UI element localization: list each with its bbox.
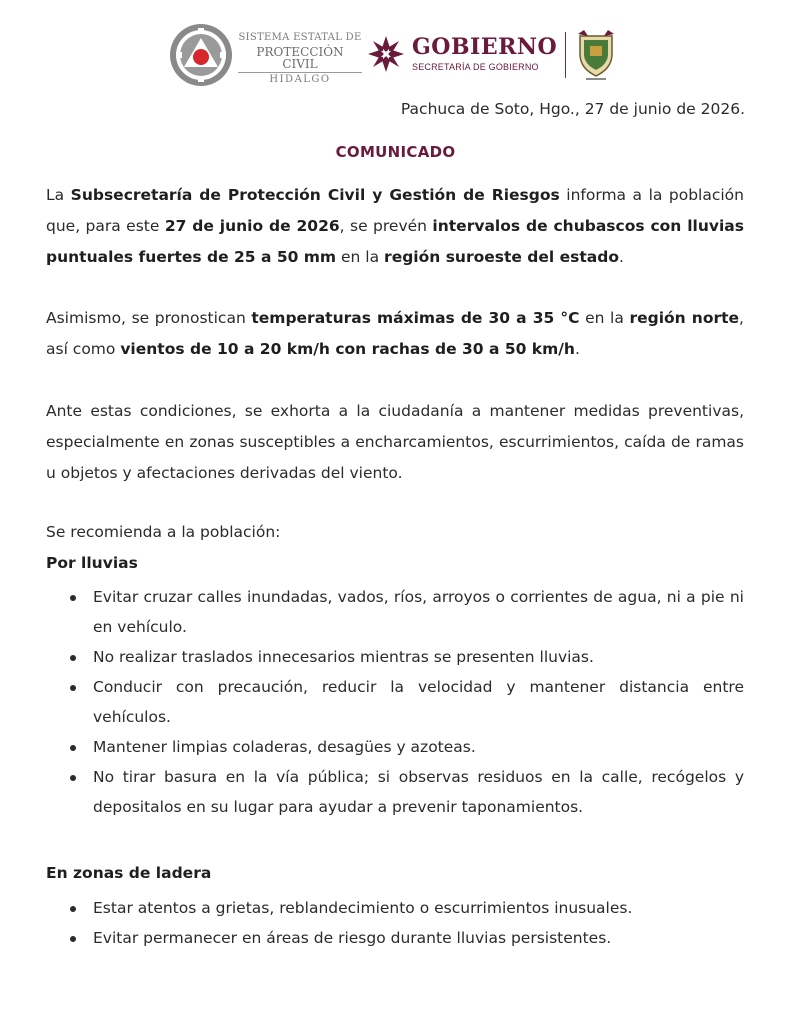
list-item-text: Evitar permanecer en áreas de riesgo durante lluvias persistentes. xyxy=(93,929,612,947)
pc-line3: HIDALGO xyxy=(269,74,331,85)
bullet-icon xyxy=(70,655,76,661)
paragraph-forecast-rain xyxy=(46,180,744,273)
header-divider xyxy=(565,32,566,78)
list-item-text: No tirar basura en la vía pública; si observas residuos en la calle, recógelos y depositalos en su lugar para ayudar a prevenir taponamientos. xyxy=(93,768,744,816)
list-item-text: Mantener limpias coladeras, desagües y azoteas. xyxy=(93,738,476,756)
bullet-icon xyxy=(70,595,76,601)
list-item xyxy=(46,642,744,672)
bullet-icon xyxy=(70,906,76,912)
bullet-icon xyxy=(70,745,76,751)
list-item xyxy=(46,762,744,822)
p1-bold: 27 de junio de 2026 xyxy=(164,217,340,235)
p2-text: Asimismo, se pronostican xyxy=(46,309,252,327)
p1-text: , se prevén xyxy=(339,217,433,235)
list-item-text: Conducir con precaución, reducir la velocidad y mantener distancia entre vehículos. xyxy=(93,678,744,726)
list-item xyxy=(46,923,744,953)
page-title: COMUNICADO xyxy=(335,143,456,161)
gobierno-wordmark xyxy=(412,36,557,72)
paragraph-exhortation: Ante estas condiciones, se exhorta a la ciudadanía a mantener medidas preventivas, especialmente en zonas susceptibles a encharcamientos, escurrimientos, caída de ramas u objetos y afectaciones derivadas del viento. xyxy=(46,402,744,482)
proteccion-civil-logo xyxy=(168,22,234,88)
p1-text: La xyxy=(46,186,71,204)
slope-recommendations-list xyxy=(46,893,744,953)
p2-bold: vientos de 10 a 20 km/h con rachas de 30 a 50 km/h xyxy=(120,340,575,358)
p2-text: en la xyxy=(579,309,630,327)
list-item xyxy=(46,732,744,762)
bullet-icon xyxy=(70,936,76,942)
paragraph-forecast-temperature xyxy=(46,303,744,365)
pc-line1: SISTEMA ESTATAL DE xyxy=(238,32,362,43)
p1-bold: intervalos de chubascos con lluvias puntuales fuertes de 25 a 50 mm xyxy=(46,217,744,266)
section-heading-slope: En zonas de ladera xyxy=(46,864,212,882)
p2-bold: región norte xyxy=(629,309,740,327)
list-item-text: Evitar cruzar calles inundadas, vados, ríos, arroyos o corrientes de agua, ni a pie ni en vehículo. xyxy=(93,588,744,636)
gobierno-title: GOBIERNO xyxy=(412,34,558,60)
p1-text: . xyxy=(618,248,624,266)
bullet-icon xyxy=(70,685,76,691)
list-item-text: No realizar traslados innecesarios mientras se presenten lluvias. xyxy=(93,648,594,666)
section-heading-rain: Por lluvias xyxy=(46,554,138,572)
p1-text: informa a la población que, para este xyxy=(46,186,744,235)
gobierno-flower-icon xyxy=(366,34,406,74)
proteccion-civil-wordmark xyxy=(238,33,362,85)
p1-bold: Subsecretaría de Protección Civil y Gestión de Riesgos xyxy=(70,186,560,204)
p2-bold: temperaturas máximas de 30 a 35 °C xyxy=(251,309,580,327)
letterhead xyxy=(0,22,791,86)
hidalgo-shield-icon xyxy=(576,30,616,82)
p1-text: en la xyxy=(336,248,385,266)
list-item xyxy=(46,672,744,732)
p2-text: , así como xyxy=(46,309,744,358)
bullet-icon xyxy=(70,775,76,781)
list-item xyxy=(46,582,744,642)
gobierno-subtitle: SECRETARÍA DE GOBIERNO xyxy=(412,62,539,72)
recommendation-lead: Se recomienda a la población: xyxy=(46,523,281,541)
p2-text: . xyxy=(574,340,580,358)
document-date: Pachuca de Soto, Hgo., 27 de junio de 2026. xyxy=(400,100,745,118)
list-item-text: Estar atentos a grietas, reblandecimiento o escurrimientos inusuales. xyxy=(93,899,633,917)
list-item xyxy=(46,893,744,923)
p1-bold: región suroeste del estado xyxy=(384,248,619,266)
pc-line2: PROTECCIÓN CIVIL xyxy=(238,46,362,73)
rain-recommendations-list xyxy=(46,582,744,822)
